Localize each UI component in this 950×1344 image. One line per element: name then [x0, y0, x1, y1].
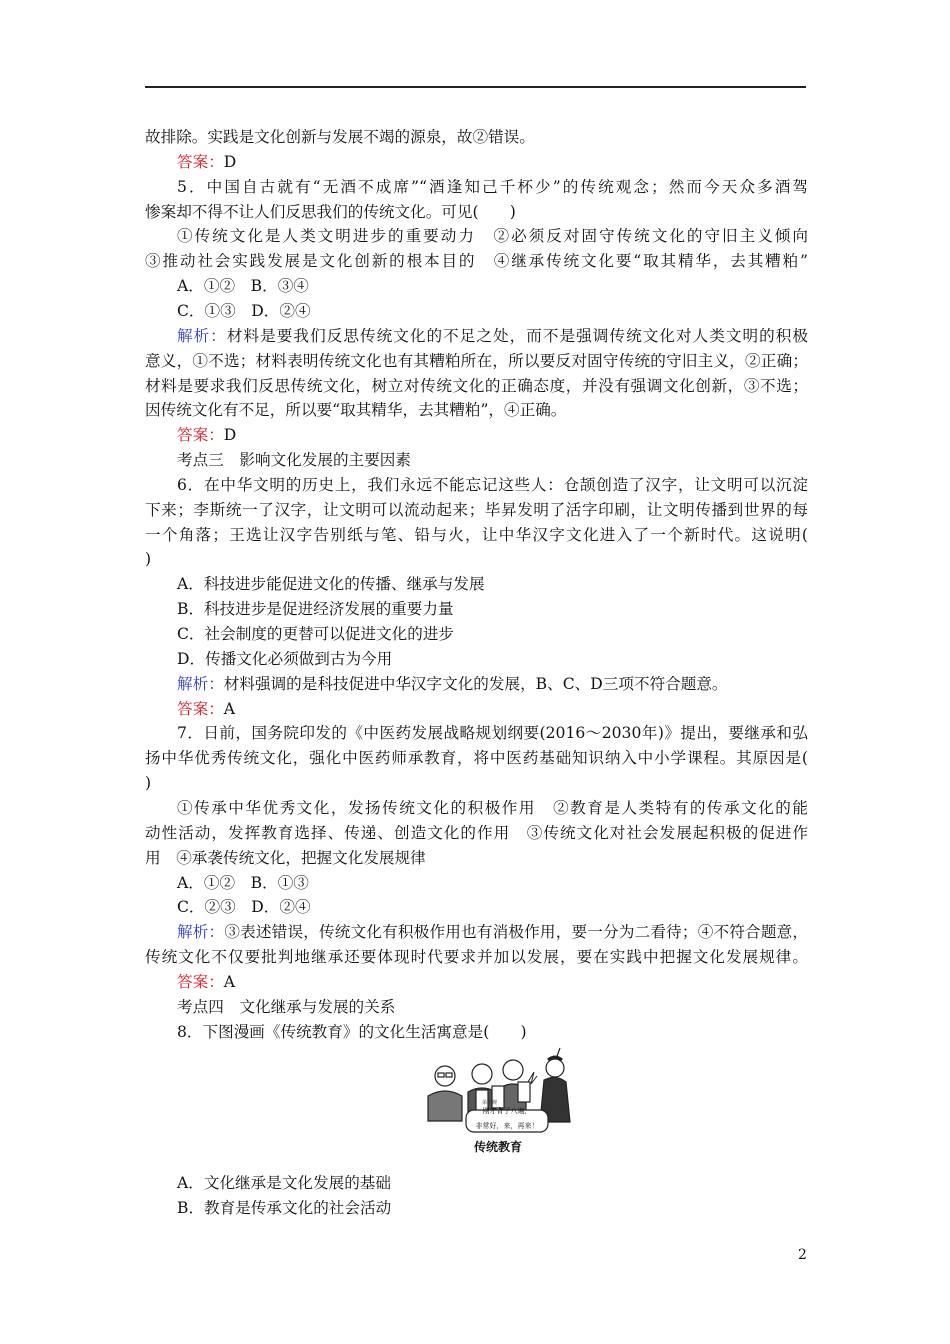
line-text: 意义，①不选；材料表明传统文化也有其糟粕所在，所以要反对固守传统的守旧主义，②正确；	[145, 351, 808, 370]
line-text: 考点三 影响文化发展的主要因素	[177, 451, 411, 470]
line-text: 材料是要我们反思传统文化的不足之处，而不是强调传统文化对人类文明的积极	[226, 326, 808, 345]
text-line	[177, 1020, 808, 1044]
text-line	[145, 249, 808, 273]
text-line	[177, 448, 808, 472]
text-line	[145, 125, 808, 149]
text-line	[177, 572, 808, 596]
explanation-line	[177, 324, 808, 348]
line-text: C．①③ D．②④	[177, 301, 311, 320]
line-text: ①传统文化是人类文明进步的重要动力 ②必须反对固守传统文化的守旧主义倾向	[177, 227, 808, 246]
text-line	[145, 498, 808, 522]
cartoon-figure	[410, 1046, 586, 1162]
text-line	[145, 547, 808, 571]
line-text: A．①② B．①③	[177, 873, 309, 892]
line-text: 7．日前，国务院印发的《中医药发展战略规划纲要(2016～2030年)》提出，要继承和弘	[177, 724, 808, 743]
header-rule	[145, 86, 806, 88]
speech-bubble-line-1: 刚才背了八遍，	[482, 1107, 532, 1115]
text-line	[177, 721, 808, 745]
text-line	[145, 746, 808, 770]
line-text: A．①② B．③④	[177, 277, 309, 296]
line-text: )	[145, 774, 152, 793]
line-text: 因传统文化有不足，所以要“取其精华，去其糟粕”，④正确。	[145, 401, 567, 420]
line-text: D．传播文化必须做到古为今用	[177, 649, 393, 668]
text-line	[177, 597, 808, 621]
text-line	[177, 299, 808, 323]
text-line	[177, 622, 808, 646]
explanation-line	[177, 672, 808, 696]
line-text: 一个角落；王选让汉字告别纸与笔、铅与火，让中华汉字文化进入了一个新时代。这说明(	[145, 525, 808, 544]
line-text: 材料是要求我们反思传统文化，树立对传统文化的正确态度，并没有强调文化创新，③不选；	[145, 376, 808, 395]
line-text: )	[145, 550, 152, 569]
explanation-label: 解析：	[177, 674, 224, 693]
line-text: D	[223, 426, 237, 445]
line-text: C．社会制度的更替可以促进文化的进步	[177, 625, 455, 643]
line-text: 传统文化不仅要批判地继承还要体现时代要求并加以发展，要在实践中把握文化发展规律。	[145, 948, 808, 967]
line-text: 6．在中华文明的历史上，我们永远不能忘记这些人：仓颉创造了汉字，让文明可以沉淀	[177, 475, 808, 494]
answer-line	[177, 423, 808, 447]
text-line	[177, 224, 808, 248]
text-line	[145, 200, 808, 224]
text-line	[145, 846, 808, 870]
text-line	[145, 771, 808, 795]
answer-line	[177, 970, 808, 994]
line-text: 材料强调的是科技促进中华汉字文化的发展，B、C、D三项不符合题意。	[223, 674, 728, 693]
text-line	[177, 1196, 808, 1220]
line-text: A．科技进步能促进文化的传播、继承与发展	[177, 575, 485, 594]
page-number: 2	[798, 1247, 807, 1263]
text-line	[177, 871, 808, 895]
line-text: 用 ④承袭传统文化，把握文化发展规律	[145, 848, 426, 867]
text-line	[145, 398, 808, 422]
text-line	[177, 473, 808, 497]
answer-line	[177, 150, 808, 174]
answer-label: 答案：	[177, 426, 224, 445]
line-text: 考点四 文化继承与发展的关系	[177, 997, 396, 1016]
figure-caption: 传统教育	[473, 1140, 522, 1154]
line-text: ③表述错误，传统文化有积极作用也有消极作用，要一分为二看待；④不符合题意，	[224, 923, 808, 942]
text-line	[145, 374, 808, 398]
line-text: 故排除。实践是文化创新与发展不竭的源泉，故②错误。	[145, 128, 535, 146]
text-line	[177, 647, 808, 671]
speech-bubble-line-2: 非常好，来，再来！	[475, 1122, 539, 1130]
line-text: ③推动社会实践发展是文化创新的根本目的 ④继承传统文化要“取其精华，去其糟粕”	[145, 252, 808, 271]
text-line	[177, 274, 808, 298]
text-line	[145, 821, 808, 845]
answer-label: 答案：	[177, 152, 224, 171]
line-text: 惨案却不得不让人们反思我们的传统文化。可见( )	[145, 202, 516, 221]
line-text: A．文化继承是文化发展的基础	[177, 1174, 391, 1192]
text-line	[145, 349, 808, 373]
cartoon-illustration	[410, 1046, 586, 1138]
text-line	[145, 945, 808, 969]
text-line	[177, 1171, 808, 1195]
text-line	[177, 796, 808, 820]
line-text: C．②③ D．②④	[177, 898, 311, 917]
explanation-line	[177, 920, 808, 944]
line-text: B．教育是传承文化的社会活动	[177, 1198, 392, 1217]
line-text: A	[223, 972, 236, 991]
line-text: 5．中国自古就有“无酒不成席”“酒逢知己千杯少”的传统观念；然而今天众多酒驾	[177, 177, 808, 196]
explanation-label: 解析：	[177, 326, 227, 345]
answer-label: 答案：	[177, 972, 224, 991]
line-text: 8．下图漫画《传统教育》的文化生活寓意是( )	[177, 1022, 527, 1041]
answer-label: 答案：	[177, 699, 224, 718]
explanation-label: 解析：	[177, 923, 225, 942]
line-text: ①传承中华优秀文化，发扬传统文化的积极作用 ②教育是人类特有的传承文化的能	[177, 798, 808, 817]
text-line	[177, 175, 808, 199]
line-text: 动性活动，发挥教育选择、传递、创造文化的作用 ③传统文化对社会发展起积极的促进作	[145, 823, 808, 842]
line-text: B．科技进步是促进经济发展的重要力量	[177, 600, 454, 619]
line-text: 下来；李斯统一了汉字，让文明可以流动起来；毕昇发明了活字印刷，让文明传播到世界的每	[145, 500, 808, 519]
text-line	[177, 995, 808, 1019]
text-line	[177, 895, 808, 919]
book-label: 弟子规	[482, 1100, 498, 1106]
answer-line	[177, 697, 808, 721]
line-text: A	[223, 699, 236, 718]
line-text: D	[223, 152, 237, 171]
text-line	[145, 523, 808, 547]
line-text: 扬中华优秀传统文化，强化中医药师承教育，将中医药基础知识纳入中小学课程。其原因是(	[145, 749, 808, 768]
